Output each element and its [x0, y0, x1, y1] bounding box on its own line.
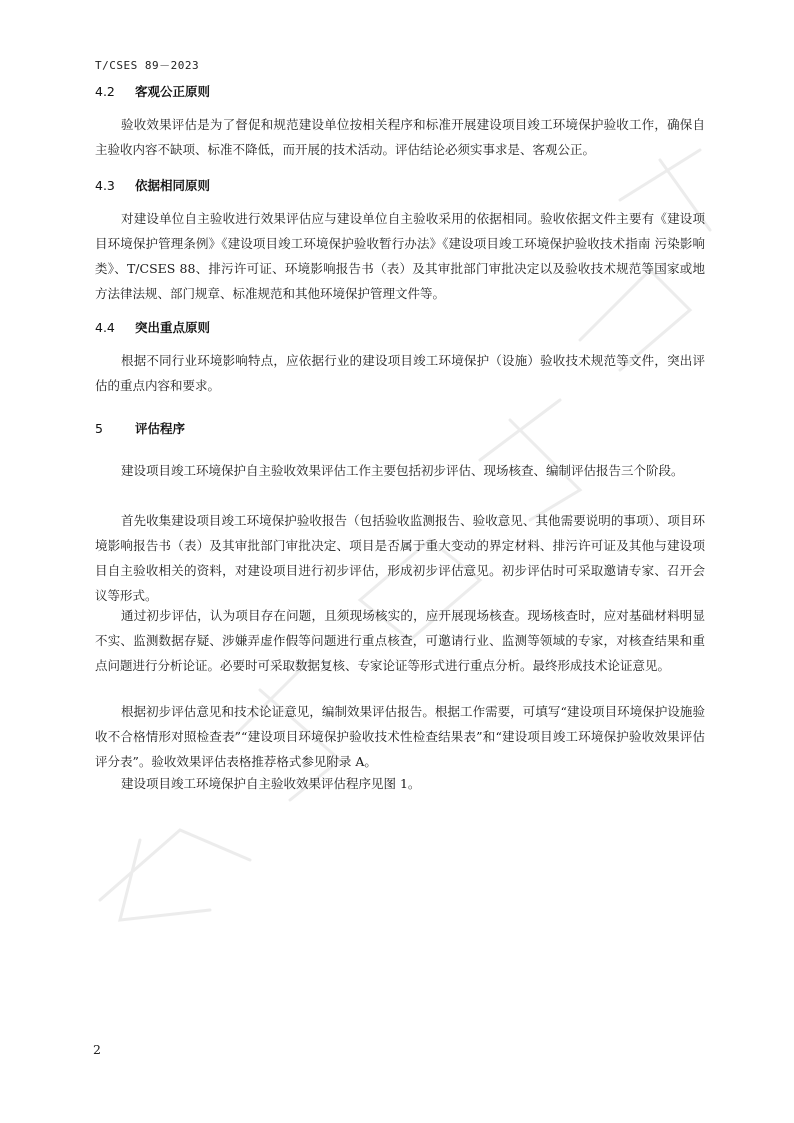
section-4-3-heading	[95, 176, 210, 194]
paragraph: 对建设单位自主验收进行效果评估应与建设单位自主验收采用的依据相同。验收依据文件主要有《建设项目环境保护管理条例》《建设项目竣工环境保护验收暂行办法》《建设项目竣工环境保护验收技术指南 污染影响类》、T/CSES 88、排污许可证、环境影响报告书（表）及其审批部门审批决定以及验收技术规范等国家或地方法律法规、部门规章、标准规范和其他环境保护管理文件等。	[95, 211, 705, 301]
standard-code: T/CSES 89－2023	[95, 59, 200, 72]
page-number: 2	[93, 1042, 101, 1057]
section-number: 4.4	[95, 320, 115, 335]
section-title: 客观公正原则	[134, 84, 210, 99]
section-title: 依据相同原则	[134, 178, 210, 193]
section-4-4-heading	[95, 318, 210, 336]
paragraph: 建设项目竣工环境保护自主验收效果评估程序见图 1。	[121, 776, 421, 791]
watermark-graphic	[60, 40, 760, 940]
section-number: 4.2	[95, 84, 115, 99]
section-title: 突出重点原则	[134, 320, 210, 335]
section-number: 4.3	[95, 178, 115, 193]
paragraph: 建设项目竣工环境保护自主验收效果评估工作主要包括初步评估、现场核查、编制评估报告三个阶段。	[121, 463, 684, 478]
section-4-2-heading	[95, 82, 210, 100]
section-5-heading	[95, 419, 185, 437]
paragraph: 根据不同行业环境影响特点，应依据行业的建设项目竣工环境保护（设施）验收技术规范等文件，突出评估的重点内容和要求。	[95, 353, 705, 393]
paragraph: 通过初步评估，认为项目存在问题，且须现场核实的，应开展现场核查。现场核查时，应对基础材料明显不实、监测数据存疑、涉嫌弄虚作假等问题进行重点核查，可邀请行业、监测等领域的专家，对核查结果和重点问题进行分析论证。必要时可采取数据复核、专家论证等形式进行重点分析。最终形成技术论证意见。	[95, 608, 705, 673]
paragraph: 验收效果评估是为了督促和规范建设单位按相关程序和标准开展建设项目竣工环境保护验收工作，确保自主验收内容不缺项、标准不降低，而开展的技术活动。评估结论必须实事求是、客观公正。	[95, 117, 705, 157]
section-number: 5	[95, 421, 103, 436]
paragraph: 首先收集建设项目竣工环境保护验收报告（包括验收监测报告、验收意见、其他需要说明的事项）、项目环境影响报告书（表）及其审批部门审批决定、项目是否属于重大变动的界定材料、排污许可证及其他与建设项目自主验收相关的资料，对建设项目进行初步评估，形成初步评估意见。初步评估时可采取邀请专家、召开会议等形式。	[95, 513, 705, 603]
section-title: 评估程序	[134, 421, 185, 436]
paragraph: 根据初步评估意见和技术论证意见，编制效果评估报告。根据工作需要，可填写“建设项目环境保护设施验收不合格情形对照检查表”“建设项目环境保护验收技术性检查结果表”和“建设项目竣工环境保护验收效果评估评分表”。验收效果评估表格推荐格式参见附录 A。	[95, 704, 705, 769]
